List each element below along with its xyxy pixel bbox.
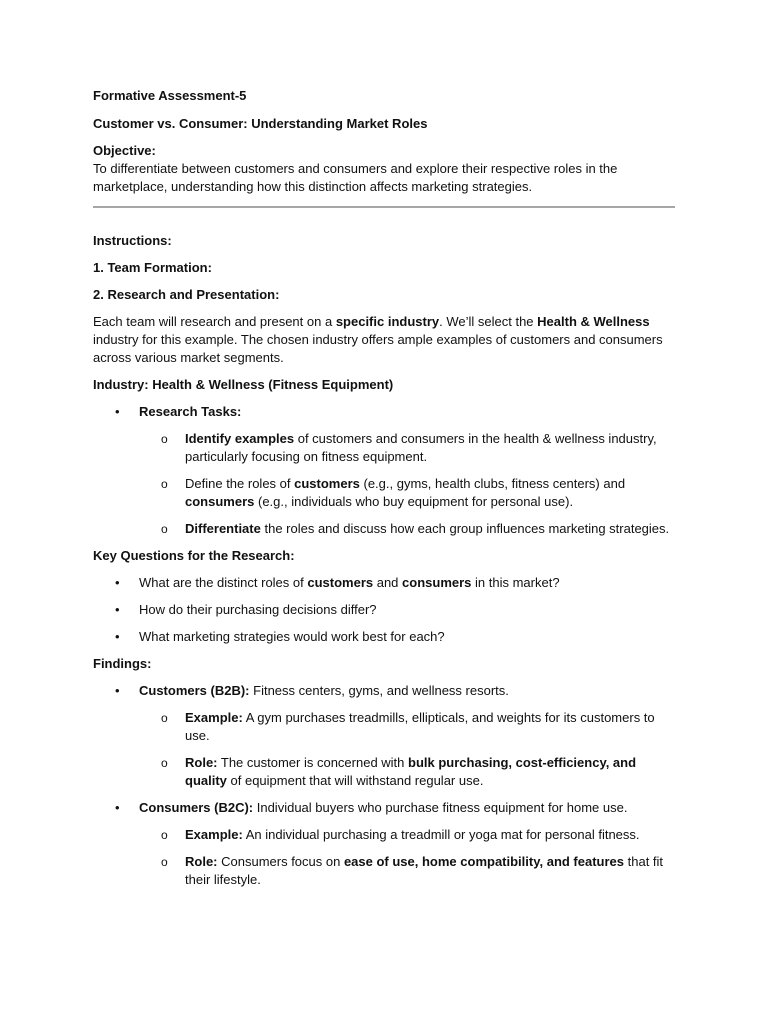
objective-label: Objective: [93, 143, 156, 158]
sub-bullet-icon: o [161, 711, 168, 725]
sub-bullet-icon: o [161, 432, 168, 446]
consumers-label: Consumers (B2C): [139, 800, 254, 815]
sub-bullet-icon: o [161, 522, 168, 536]
document-body [93, 87, 675, 898]
bullet-icon: • [115, 575, 120, 590]
instructions-label: Instructions: [93, 233, 172, 248]
list-item: • How do their purchasing decisions differ? [115, 602, 377, 617]
bullet-icon: • [115, 404, 120, 419]
bullet-icon: • [115, 602, 120, 617]
document-title: Formative Assessment-5 [93, 88, 247, 103]
research-tasks-sublist [139, 430, 675, 538]
list-item: • Consumers (B2C): Individual buyers who purchase fitness equipment for home use. o Example: An individual purchasing a treadmill or yoga mat for personal fitness. o Role: Consumers focus on ease of use, home compatibility, and features that fit their lifestyle. [93, 799, 675, 889]
sub-bullet-icon: o [161, 828, 168, 842]
list-item: o Identify examples of customers and consumers in the health & wellness industry, particularly focusing on fitness equipment. [161, 431, 657, 464]
document-subtitle: Customer vs. Consumer: Understanding Market Roles [93, 116, 428, 131]
industry-heading: Industry: Health & Wellness (Fitness Equipment) [93, 377, 394, 392]
customers-sublist [139, 709, 675, 790]
customers-label: Customers (B2B): [139, 683, 250, 698]
bullet-icon: • [115, 683, 120, 698]
research-tasks-list [93, 403, 675, 538]
step-research-presentation: 2. Research and Presentation: [93, 287, 280, 302]
findings-label: Findings: [93, 656, 152, 671]
horizontal-rule [93, 206, 675, 208]
key-questions-list [93, 574, 675, 646]
list-item [93, 403, 675, 538]
sub-bullet-icon: o [161, 477, 168, 491]
research-tasks-label: Research Tasks: [139, 404, 242, 419]
list-item: o Role: The customer is concerned with bulk purchasing, cost-efficiency, and quality of equipment that will withstand regular use. [161, 755, 637, 788]
industry-intro-paragraph: Each team will research and present on a specific industry. We’ll select the Health & Wellness industry for this example. The chosen industry offers ample examples of customers and consumers across various market segments. [93, 314, 663, 365]
sub-bullet-icon: o [161, 756, 168, 770]
bullet-icon: • [115, 629, 120, 644]
list-item: • Customers (B2B): Fitness centers, gyms, and wellness resorts. o Example: A gym purchases treadmills, ellipticals, and weights for its customers to use. o Role: The customer is concerned with bulk purchasing, cost-efficiency, and quality of equipment that will withstand regular use. [93, 682, 675, 790]
findings-list [93, 682, 675, 889]
list-item: o Example: A gym purchases treadmills, ellipticals, and weights for its customers to use. [161, 710, 655, 743]
step-team-formation: 1. Team Formation: [93, 260, 212, 275]
bullet-icon: • [115, 800, 120, 815]
list-item: o Define the roles of customers (e.g., gyms, health clubs, fitness centers) and consumers (e.g., individuals who buy equipment for personal use). [161, 476, 626, 509]
list-item: o Differentiate the roles and discuss how each group influences marketing strategies. [161, 521, 670, 536]
list-item: o Role: Consumers focus on ease of use, home compatibility, and features that fit their lifestyle. [161, 854, 664, 887]
consumers-sublist [139, 826, 675, 889]
sub-bullet-icon: o [161, 855, 168, 869]
list-item: o Example: An individual purchasing a treadmill or yoga mat for personal fitness. [161, 827, 640, 842]
list-item: • What marketing strategies would work best for each? [115, 629, 445, 644]
list-item: • What are the distinct roles of customers and consumers in this market? [115, 575, 560, 590]
key-questions-label: Key Questions for the Research: [93, 548, 295, 563]
objective-text: To differentiate between customers and consumers and explore their respective roles in the marketplace, understanding how this distinction affects marketing strategies. [93, 161, 618, 194]
